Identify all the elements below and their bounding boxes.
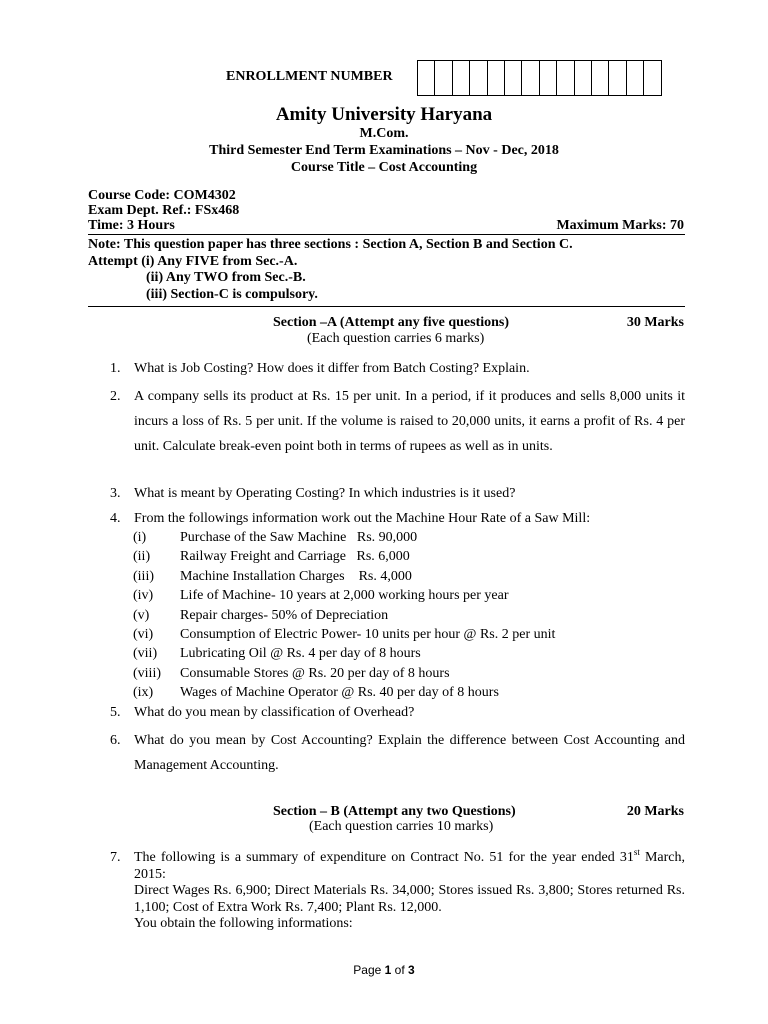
list-item <box>133 606 555 625</box>
enrollment-number-boxes <box>417 60 662 96</box>
list-item <box>133 547 555 566</box>
course-title: Course Title – Cost Accounting <box>290 160 478 175</box>
item-text: Life of Machine- 10 years at 2,000 working hours per year <box>180 588 509 604</box>
item-numeral: (vii) <box>133 646 158 662</box>
question-number: 3. <box>110 486 121 501</box>
item-text: Machine Installation Charges Rs. 4,000 <box>180 568 412 584</box>
instructions-note <box>88 237 573 303</box>
item-numeral: (v) <box>133 607 150 623</box>
exam-ref: Exam Dept. Ref.: FSx468 <box>88 203 240 218</box>
enrollment-digit-box[interactable] <box>435 61 452 95</box>
question-number: 6. <box>110 733 121 748</box>
question-number: 5. <box>110 705 121 720</box>
enrollment-label: ENROLLMENT NUMBER <box>226 69 393 84</box>
enrollment-digit-box[interactable] <box>609 61 626 95</box>
list-item <box>133 644 555 663</box>
item-text: Wages of Machine Operator @ Rs. 40 per day of 8 hours <box>180 685 499 701</box>
note-line: Attempt (i) Any FIVE from Sec.-A. <box>88 253 298 269</box>
note-line: Note: This question paper has three sections : Section A, Section B and Section C. <box>88 237 573 252</box>
question-text-part: March, 2015: <box>134 850 685 882</box>
enrollment-digit-box[interactable] <box>540 61 557 95</box>
question-number: 4. <box>110 511 121 526</box>
item-text: Consumable Stores @ Rs. 20 per day of 8 hours <box>180 665 450 681</box>
university-name: Amity University Haryana <box>275 104 493 125</box>
ordinal-suffix: st <box>633 847 640 857</box>
section-a-marks: 30 Marks <box>626 315 684 330</box>
question-text: A company sells its product at Rs. 15 per unit. In a period, if it produces and sells 8,000 units it incurs a loss of Rs. 5 per unit. If the volume is raised to 20,000 units, it earns a profit of Rs. 4 per unit. Calculate break-even point both in terms of rupees as well as in units. <box>134 389 685 454</box>
section-b-title: Section – B (Attempt any two Questions) <box>273 804 516 819</box>
enrollment-digit-box[interactable] <box>488 61 505 95</box>
item-text: Lubricating Oil @ Rs. 4 per day of 8 hours <box>180 646 421 662</box>
list-item <box>133 528 555 547</box>
enrollment-digit-box[interactable] <box>644 61 661 95</box>
item-numeral: (ix) <box>133 685 154 701</box>
item-numeral: (vi) <box>133 627 154 643</box>
footer-prefix: Page <box>353 963 385 977</box>
item-numeral: (iii) <box>133 568 154 584</box>
list-item <box>133 664 555 683</box>
question-text: From the followings information work out the Machine Hour Rate of a Saw Mill: <box>134 511 591 526</box>
question-text: What is meant by Operating Costing? In which industries is it used? <box>134 486 516 501</box>
item-text: Purchase of the Saw Machine Rs. 90,000 <box>180 530 418 545</box>
question-4-items <box>133 528 555 703</box>
degree: M.Com. <box>359 126 409 141</box>
question-text-part: You obtain the following informations: <box>134 916 353 931</box>
section-b-subtitle: (Each question carries 10 marks) <box>309 819 494 834</box>
item-numeral: (i) <box>133 530 147 545</box>
question-number: 7. <box>110 850 121 865</box>
item-numeral: (iv) <box>133 588 154 604</box>
page-footer <box>0 963 768 977</box>
question-number: 1. <box>110 361 121 376</box>
list-item <box>133 586 555 605</box>
exam-time: Time: 3 Hours <box>88 218 175 233</box>
question-text: What do you mean by classification of Overhead? <box>134 705 415 720</box>
section-b-marks: 20 Marks <box>626 804 684 819</box>
note-line: (iii) Section-C is compulsory. <box>146 286 318 302</box>
enrollment-digit-box[interactable] <box>592 61 609 95</box>
question-text-part: Direct Wages Rs. 6,900; Direct Materials Rs. 34,000; Stores issued Rs. 3,800; Stores returned Rs. 1,100; Cost of Extra Work Rs. 7,400; Plant Rs. 12,000. <box>134 883 685 915</box>
maximum-marks: Maximum Marks: 70 <box>556 218 684 233</box>
enrollment-digit-box[interactable] <box>418 61 435 95</box>
question-text: What do you mean by Cost Accounting? Explain the difference between Cost Accounting and Management Accounting. <box>134 733 685 773</box>
enrollment-digit-box[interactable] <box>453 61 470 95</box>
item-text: Consumption of Electric Power- 10 units per hour @ Rs. 2 per unit <box>180 627 556 643</box>
course-code: Course Code: COM4302 <box>88 188 236 203</box>
enrollment-digit-box[interactable] <box>505 61 522 95</box>
enrollment-digit-box[interactable] <box>470 61 487 95</box>
page-total: 3 <box>408 963 415 977</box>
divider <box>88 234 685 235</box>
question-text-part: The following is a summary of expenditure on Contract No. 51 for the year ended 31 <box>134 850 634 865</box>
enrollment-digit-box[interactable] <box>575 61 592 95</box>
enrollment-digit-box[interactable] <box>627 61 644 95</box>
exam-title: Third Semester End Term Examinations – Nov - Dec, 2018 <box>209 143 559 158</box>
list-item <box>133 683 555 702</box>
divider <box>88 306 685 307</box>
enrollment-digit-box[interactable] <box>522 61 539 95</box>
note-line: (ii) Any TWO from Sec.-B. <box>146 270 306 285</box>
section-a-subtitle: (Each question carries 6 marks) <box>307 331 485 346</box>
list-item <box>133 567 555 586</box>
item-numeral: (ii) <box>133 549 151 565</box>
question-text: What is Job Costing? How does it differ from Batch Costing? Explain. <box>134 361 530 376</box>
item-text: Railway Freight and Carriage Rs. 6,000 <box>180 549 410 565</box>
item-numeral: (viii) <box>133 665 161 681</box>
list-item <box>133 625 555 644</box>
question-number: 2. <box>110 389 121 404</box>
enrollment-digit-box[interactable] <box>557 61 574 95</box>
footer-mid: of <box>391 963 409 977</box>
page-number: 1 <box>384 963 392 977</box>
item-text: Repair charges- 50% of Depreciation <box>180 607 389 623</box>
section-a-title: Section –A (Attempt any five questions) <box>273 315 510 330</box>
question-text <box>134 847 685 933</box>
